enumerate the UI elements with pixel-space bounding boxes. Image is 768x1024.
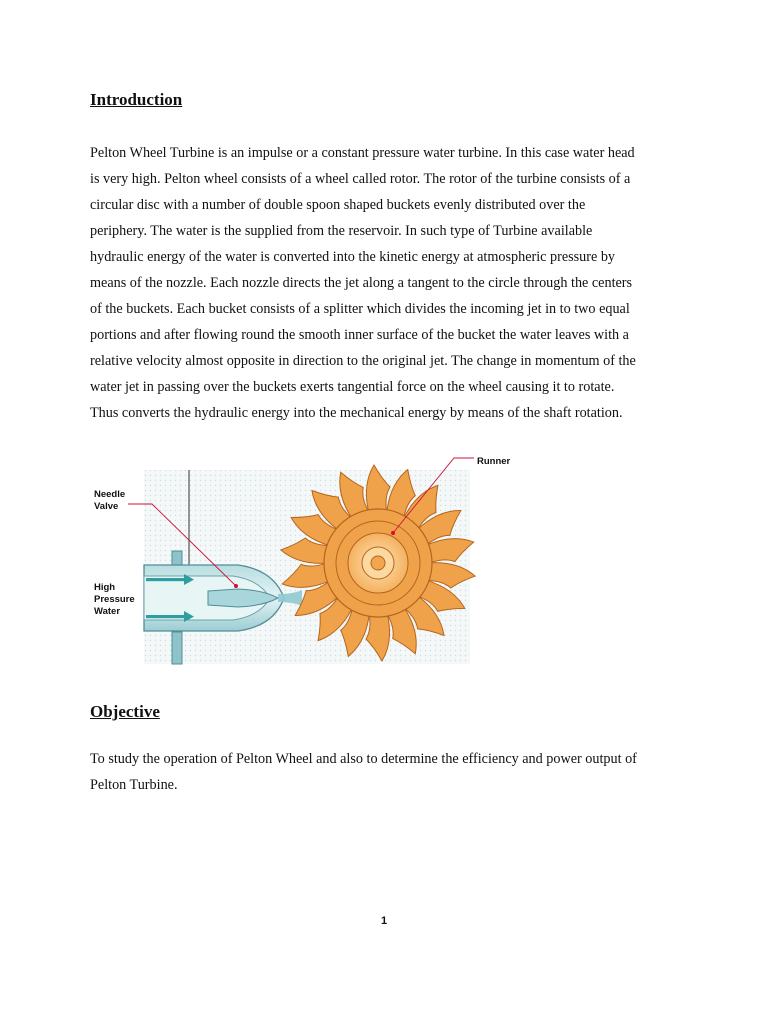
runner-hub-ring — [371, 556, 385, 570]
text-line: hydraulic energy of the water is converted into the kinetic energy at atmospheric pressure by — [90, 249, 616, 265]
text-line: portions and after flowing round the smooth inner surface of the bucket the water leaves with a — [90, 327, 629, 343]
text-line: To study the operation of Pelton Wheel and also to determine the efficiency and power output of — [90, 751, 637, 767]
introduction-paragraph — [90, 140, 690, 426]
text-line: Pelton Turbine. — [90, 777, 178, 793]
text-line: periphery. The water is the supplied from the reservoir. In such type of Turbine available — [90, 223, 593, 239]
label-needle-line2: Valve — [94, 501, 119, 512]
label-needle-line1: Needle — [94, 489, 126, 500]
label-runner: Runner — [477, 456, 511, 467]
text-line: water jet in passing over the buckets exerts tangential force on the wheel causing it to rotate. — [90, 379, 615, 395]
text-line: means of the nozzle. Each nozzle directs the jet along a tangent to the circle through the centers — [90, 275, 633, 291]
label-water-line2: Pressure — [94, 594, 135, 605]
text-line: relative velocity almost opposite in direction to the original jet. The change in momentum of the — [90, 353, 636, 369]
text-line: Pelton Wheel Turbine is an impulse or a constant pressure water turbine. In this case water head — [90, 145, 635, 161]
page-number: 1 — [380, 915, 388, 927]
text-line: is very high. Pelton wheel consists of a wheel called rotor. The rotor of the turbine consists of a — [90, 171, 631, 187]
label-water-line1: High — [94, 582, 116, 593]
runner-leader-dot — [391, 531, 395, 535]
label-water-line3: Water — [94, 606, 121, 617]
objective-paragraph — [90, 746, 690, 798]
pelton-wheel-diagram — [88, 448, 528, 670]
section-heading-introduction: Introduction — [90, 90, 183, 109]
text-line: circular disc with a number of double spoon shaped buckets evenly distributed over the — [90, 197, 586, 213]
text-line: Thus converts the hydraulic energy into the mechanical energy by means of the shaft rotation. — [90, 405, 623, 421]
needle-leader-dot — [234, 584, 238, 588]
text-line: of the buckets. Each bucket consists of a splitter which divides the incoming jet in to two equal — [90, 301, 630, 317]
section-heading-objective: Objective — [90, 702, 160, 721]
